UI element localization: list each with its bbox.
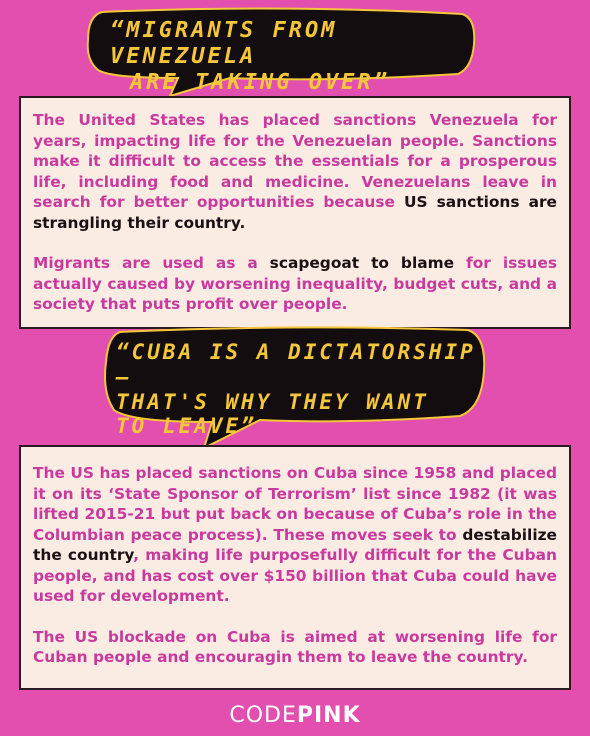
bubble-line: THAT'S WHY THEY WANT: [116, 389, 429, 414]
paragraph: The United States has placed sanctions Venezuela for years, impacting life for the Venezuelan people. Sanctions make it difficult to access the essentials for a prosperous life, including food and medicine. Venezuelans leave in search for better opportunities because US sanctions are strangling their country.: [33, 111, 557, 232]
venezuela-info-card: [19, 96, 571, 329]
bubble-line: TO LEAVE”: [116, 414, 257, 439]
paragraph: The US blockade on Cuba is aimed at worsening life for Cuban people and encouragin them to leave the country.: [33, 627, 557, 666]
bubble-line: ARE TAKING OVER”: [130, 69, 390, 95]
paragraph: The US has placed sanctions on Cuba since 1958 and placed it on its ‘State Sponsor of Terrorism’ list since 1982 (it was lifted 2015-21 but put back on because of Cuba’s role in the Columbian peace process). These moves seek to destabilize the country, making life purposefully difficult for the Cuban people, and has cost over $150 billion that Cuba could have used for development.: [33, 464, 557, 605]
bubble-line: “CUBA IS A DICTATORSHIP—: [116, 340, 476, 389]
speech-bubble-venezuela: [80, 4, 480, 100]
bubble-line: “MIGRANTS FROM VENEZUELA: [110, 18, 338, 69]
speech-bubble-cuba: [100, 322, 490, 452]
highlight-text: scapegoat to blame: [269, 254, 455, 272]
highlight-text: destabilize the country: [33, 525, 557, 564]
highlight-text: US sanctions are strangling their country: [33, 193, 557, 232]
cuba-info-card: [19, 445, 571, 690]
codepink-logo: CODEPINK: [229, 703, 361, 728]
paragraph: Migrants are used as a scapegoat to blame for issues actually caused by worsening inequality, budget cuts, and a society that puts profit over people.: [33, 254, 557, 313]
